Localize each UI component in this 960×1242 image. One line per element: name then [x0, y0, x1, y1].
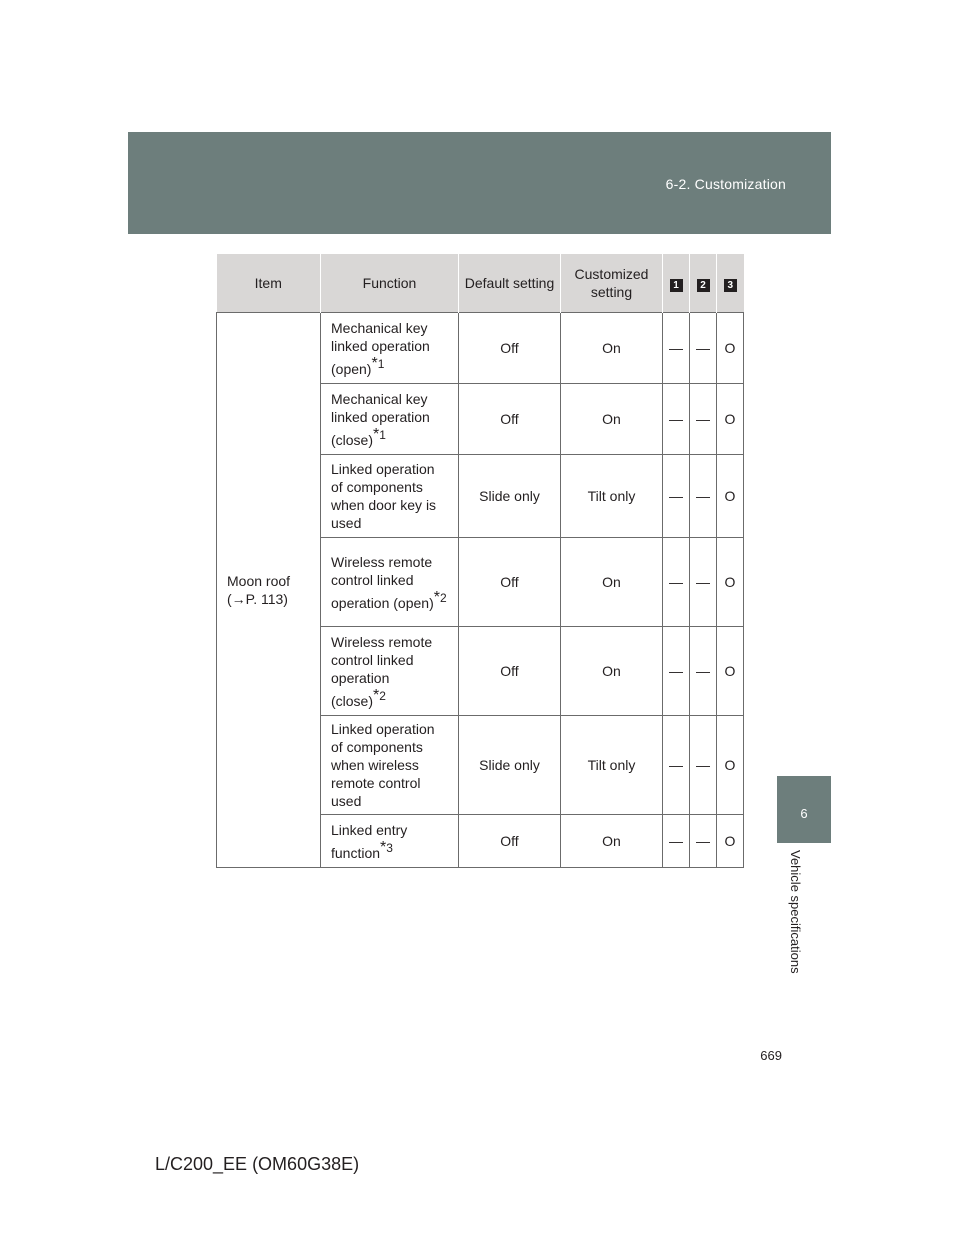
section-title: 6-2. Customization: [665, 176, 786, 192]
method-3-cell: O: [717, 627, 744, 716]
footnote-mark: *2: [373, 686, 386, 704]
default-cell: Off: [459, 815, 561, 868]
chapter-tab: [777, 776, 831, 843]
method-2-cell: —: [690, 384, 717, 455]
method-2-cell: —: [690, 538, 717, 627]
method-1-cell: —: [663, 815, 690, 868]
customization-table: [216, 254, 744, 868]
chapter-name-text: Vehicle specifications: [788, 850, 803, 974]
custom-cell: On: [561, 815, 663, 868]
method-1-cell: —: [663, 313, 690, 384]
function-cell: Linked operation of components when wireless remote control used: [321, 716, 459, 815]
method-1-cell: —: [663, 538, 690, 627]
default-cell: Slide only: [459, 716, 561, 815]
method-1-cell: —: [663, 627, 690, 716]
method-3-cell: O: [717, 716, 744, 815]
footnote-mark: *2: [433, 588, 447, 606]
item-name: Moon roof: [227, 573, 291, 589]
method-1-cell: —: [663, 716, 690, 815]
table-header-row: [217, 254, 744, 313]
footnote-mark: *1: [371, 354, 385, 372]
default-cell: Slide only: [459, 455, 561, 538]
function-text: Mechanical key linked operation (open): [331, 319, 430, 377]
custom-cell: On: [561, 627, 663, 716]
footnote-mark: *1: [373, 425, 386, 443]
footnote-mark: *3: [380, 838, 393, 856]
header-default-setting: Default setting: [459, 254, 561, 313]
function-text: Linked entry function: [331, 821, 408, 861]
header-band: [128, 132, 831, 234]
header-item: Item: [217, 254, 321, 313]
function-cell: Linked operation of components when door key is used: [321, 455, 459, 538]
function-cell: [321, 384, 459, 455]
method-2-cell: —: [690, 313, 717, 384]
method-3-cell: O: [717, 313, 744, 384]
function-text: Wireless remote control linked operation (close): [331, 633, 433, 709]
header-function: Function: [321, 254, 459, 313]
header-customized-setting: Customized setting: [561, 254, 663, 313]
method-2-cell: —: [690, 455, 717, 538]
custom-cell: On: [561, 538, 663, 627]
custom-cell: On: [561, 313, 663, 384]
method-1-cell: —: [663, 384, 690, 455]
method-3-cell: O: [717, 455, 744, 538]
method-3-cell: O: [717, 538, 744, 627]
chapter-number: 6: [800, 806, 808, 821]
function-cell: [321, 627, 459, 716]
function-text: Wireless remote control linked operation (open): [331, 553, 434, 611]
item-cell: [217, 313, 321, 868]
method-3-badge: 3: [724, 279, 737, 292]
default-cell: Off: [459, 384, 561, 455]
function-cell: [321, 313, 459, 384]
header-method-1: [663, 254, 690, 313]
header-method-3: [717, 254, 744, 313]
method-2-cell: —: [690, 815, 717, 868]
method-1-cell: —: [663, 455, 690, 538]
default-cell: Off: [459, 627, 561, 716]
function-text: Mechanical key linked operation (close): [331, 390, 430, 448]
custom-cell: On: [561, 384, 663, 455]
method-1-badge: 1: [670, 279, 683, 292]
function-cell: [321, 815, 459, 868]
function-cell: [321, 538, 459, 627]
header-method-2: [690, 254, 717, 313]
chapter-name: [786, 850, 804, 990]
method-2-cell: —: [690, 627, 717, 716]
method-3-cell: O: [717, 384, 744, 455]
table-row: [217, 313, 744, 384]
item-page-ref: (→P. 113): [227, 591, 288, 607]
document-code: L/C200_EE (OM60G38E): [155, 1154, 360, 1174]
default-cell: Off: [459, 313, 561, 384]
method-2-cell: —: [690, 716, 717, 815]
custom-cell: Tilt only: [561, 455, 663, 538]
page-number: 669: [760, 1048, 782, 1063]
custom-cell: Tilt only: [561, 716, 663, 815]
method-3-cell: O: [717, 815, 744, 868]
default-cell: Off: [459, 538, 561, 627]
method-2-badge: 2: [697, 279, 710, 292]
